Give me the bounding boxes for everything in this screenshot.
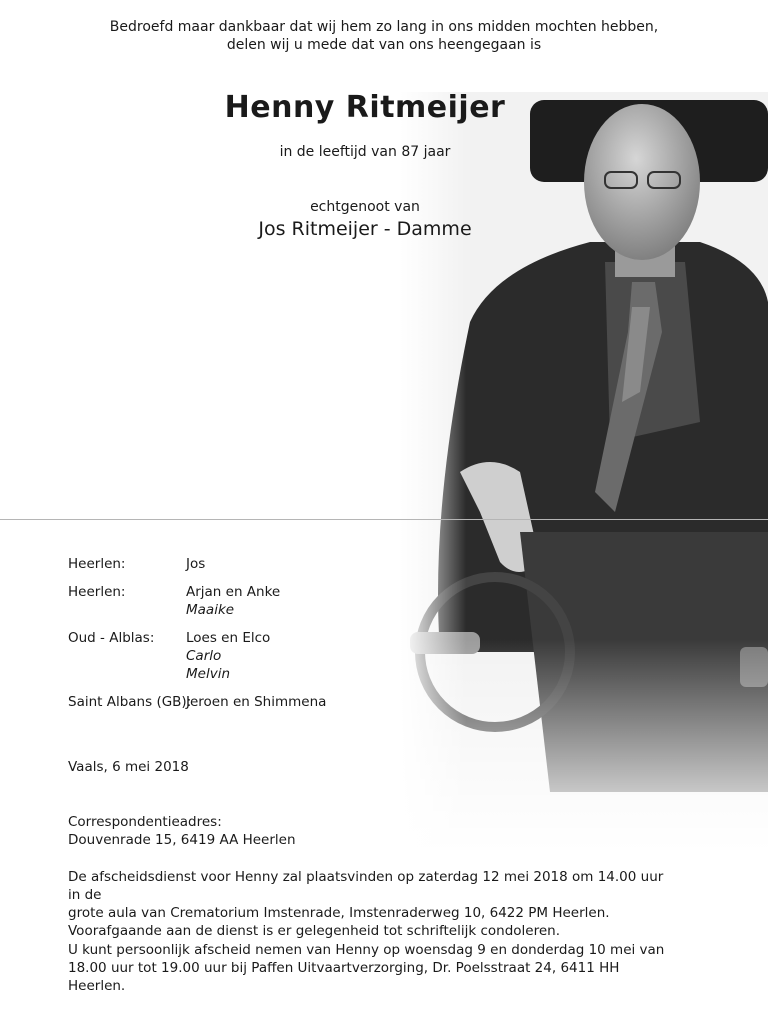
correspondence-label: Correspondentieadres:	[68, 814, 222, 830]
correspondence-address	[68, 813, 296, 849]
farewell-info	[68, 941, 668, 995]
family-row	[68, 555, 326, 573]
grandchild-name: Melvin	[186, 666, 231, 682]
fold-line	[0, 519, 768, 520]
service-line: grote aula van Crematorium Imstenrade, Imstenraderweg 10, 6422 PM Heerlen.	[68, 905, 610, 921]
age-text: in de leeftijd van 87 jaar	[279, 144, 451, 160]
service-info	[68, 868, 668, 940]
spouse-label: echtgenoot van	[310, 199, 420, 215]
correspondence-street: Douvenrade 15, 6419 AA Heerlen	[68, 832, 296, 848]
family-place: Heerlen:	[68, 584, 126, 600]
service-line: Voorafgaande aan de dienst is er gelegenheid tot schriftelijk condoleren.	[68, 923, 560, 939]
intro-line: delen wij u mede dat van ons heengegaan is	[226, 37, 542, 53]
family-place: Oud - Alblas:	[68, 630, 155, 646]
farewell-line: U kunt persoonlijk afscheid nemen van Henny op woensdag 9 en donderdag 10 mei van	[68, 942, 665, 958]
family-row	[68, 693, 326, 711]
family-names: Jeroen en Shimmena	[186, 694, 327, 710]
family-row	[68, 629, 326, 683]
deceased-name: Henny Ritmeijer	[224, 90, 506, 125]
intro-line: Bedroefd maar dankbaar dat wij hem zo lang in ons midden mochten hebben,	[109, 19, 659, 35]
service-line: De afscheidsdienst voor Henny zal plaatsvinden op zaterdag 12 mei 2018 om 14.00 uur in de	[68, 869, 664, 903]
grandchild-name: Maaike	[186, 602, 235, 618]
family-names: Jos	[186, 556, 206, 572]
farewell-line: 18.00 uur tot 19.00 uur bij Paffen Uitvaartverzorging, Dr. Poelsstraat 24, 6411 HH Heerlen.	[68, 960, 620, 994]
place-date: Vaals, 6 mei 2018	[68, 759, 189, 775]
spouse-name: Jos Ritmeijer - Damme	[258, 218, 472, 240]
family-place: Saint Albans (GB):	[68, 694, 192, 710]
intro-text	[0, 18, 768, 54]
family-names: Arjan en Anke	[186, 584, 281, 600]
family-names: Loes en Elco	[186, 630, 271, 646]
grandchild-name: Carlo	[186, 648, 222, 664]
family-place: Heerlen:	[68, 556, 126, 572]
family-list	[68, 555, 326, 721]
family-row	[68, 583, 326, 619]
